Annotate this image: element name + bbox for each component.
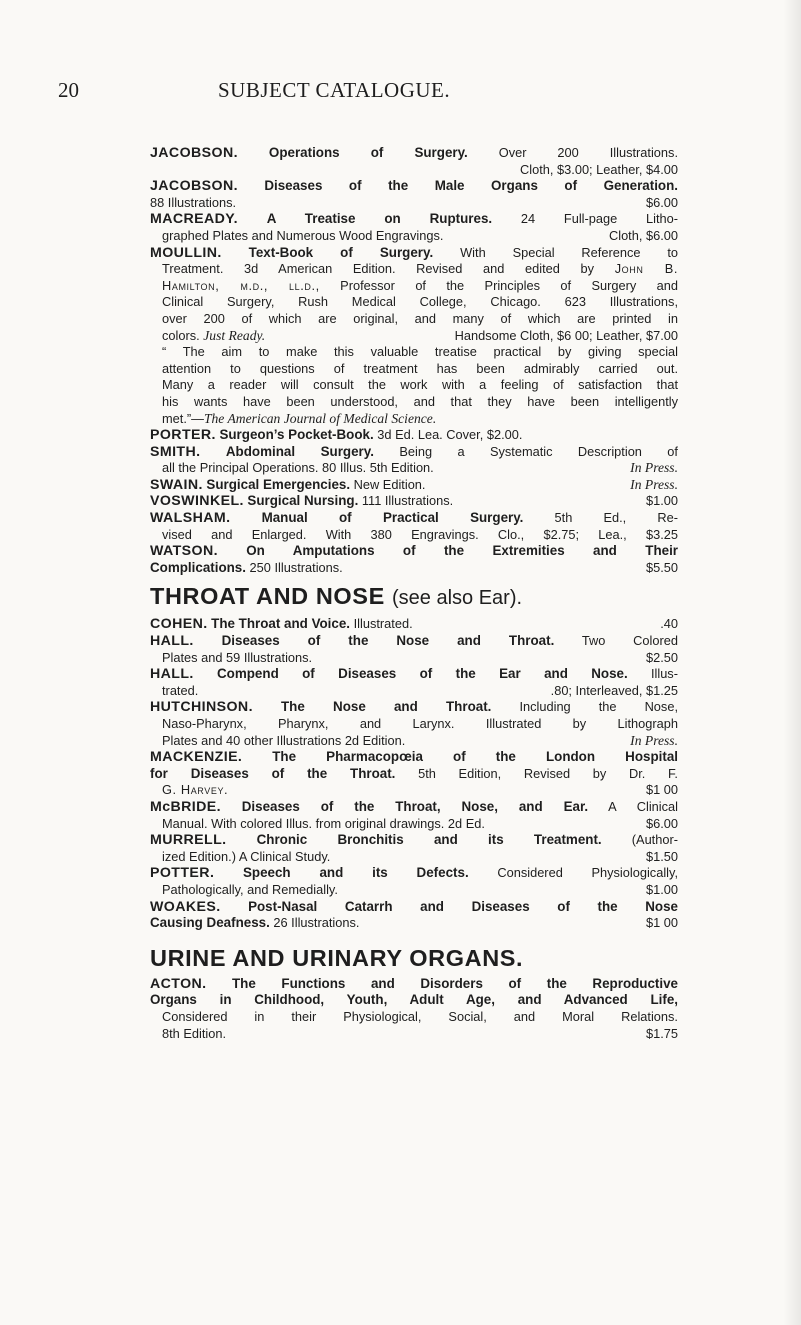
entry-text: colors. bbox=[162, 327, 200, 343]
entry-price: $6.00 bbox=[645, 815, 678, 831]
catalogue-entry bbox=[150, 749, 678, 799]
entry-text: 111 Illustrations. bbox=[361, 493, 454, 509]
entry-title: Operations of Surgery. bbox=[268, 145, 468, 160]
catalogue-entry bbox=[150, 899, 678, 932]
entry-title: The Pharmacopœia of the London Hospital bbox=[272, 749, 678, 765]
entry-text: Clinical Surgery, Rush Medical College, Chicago. 623 Illustrations, bbox=[162, 294, 678, 310]
entry-text: 88 Illustrations. bbox=[150, 194, 237, 210]
entry-author: VOSWINKEL. bbox=[150, 493, 244, 510]
catalogue-entry bbox=[150, 616, 678, 633]
entry-text: 26 Illustrations. bbox=[273, 915, 360, 931]
review-quote: Many a reader will consult the work with a feeling of satisfaction that bbox=[162, 377, 678, 393]
catalogue-entry bbox=[150, 477, 678, 494]
entry-status: In Press. bbox=[630, 476, 678, 492]
entry-price: $1.00 bbox=[645, 493, 678, 509]
entry-text: trated. bbox=[162, 682, 199, 698]
entry-text: Treatment. 3d American Edition. Revised and edited by bbox=[162, 261, 595, 277]
entry-title: A Treatise on Ruptures. bbox=[266, 211, 493, 227]
entry-title: Compend of Diseases of the Ear and Nose. bbox=[217, 666, 628, 682]
entry-price: $2.50 bbox=[645, 649, 678, 665]
review-quote: his wants have been understood, and that they have been intelligently bbox=[162, 393, 678, 409]
entry-text: Plates and 59 Illustrations. bbox=[162, 649, 313, 665]
entry-title: Diseases of the Throat, Nose, and Ear. bbox=[241, 798, 589, 814]
entry-text: ized Edition.) A Clinical Study. bbox=[162, 848, 331, 864]
entry-title: Surgical Emergencies. bbox=[206, 476, 351, 492]
catalogue-entry bbox=[150, 211, 678, 244]
entry-title: Diseases of the Nose and Throat. bbox=[221, 633, 555, 649]
entry-text: Manual. With colored Illus. from original drawings. 2d Ed. bbox=[162, 815, 485, 831]
entry-text: A Clinical bbox=[608, 798, 678, 814]
section-title: URINE AND URINARY ORGANS. bbox=[150, 944, 524, 971]
entry-price: $1.50 bbox=[645, 848, 678, 864]
entry-status: Just Ready. bbox=[203, 327, 266, 343]
entry-title: Text-Book of Surgery. bbox=[248, 244, 434, 260]
entry-text: New Edition. bbox=[353, 476, 426, 492]
entry-author: MURRELL. bbox=[150, 832, 227, 849]
entry-text: With Special Reference to bbox=[460, 244, 679, 260]
entry-author: McBRIDE. bbox=[150, 798, 221, 815]
entry-text: 250 Illustrations. bbox=[249, 559, 343, 575]
review-quote: attention to questions of treatment has been admirably carried out. bbox=[162, 360, 678, 376]
entry-author: SMITH. bbox=[150, 443, 201, 460]
catalogue-entry bbox=[150, 245, 678, 428]
review-quote: “ The aim to make this valuable treatise practical by giving special bbox=[162, 344, 678, 360]
entry-author: PORTER. bbox=[150, 427, 216, 444]
entry-author: WOAKES. bbox=[150, 898, 221, 915]
entry-author: MACREADY. bbox=[150, 211, 238, 228]
entry-title: Surgeon’s Pocket-Book. bbox=[219, 427, 374, 443]
entry-title: Surgical Nursing. bbox=[247, 493, 359, 509]
entry-author: JACOBSON. bbox=[150, 145, 238, 161]
entry-title: The Throat and Voice. bbox=[211, 616, 351, 632]
entry-editor: Hamilton, m.d., ll.d., bbox=[162, 277, 320, 293]
entry-price: .40 bbox=[660, 616, 678, 632]
page-edge-shadow bbox=[783, 0, 801, 1325]
entry-author: ACTON. bbox=[150, 975, 207, 992]
entry-price: $1 00 bbox=[645, 915, 678, 931]
entry-title: Post-Nasal Catarrh and Diseases of the Nose bbox=[248, 898, 678, 914]
entry-text: Two Colored bbox=[581, 633, 678, 649]
catalogue-entry bbox=[150, 699, 678, 749]
entry-title: Organs in Childhood, Youth, Adult Age, and Advanced Life, bbox=[150, 992, 678, 1008]
entry-text: Illustrated. bbox=[353, 616, 413, 632]
entry-text: Considered in their Physiological, Social, and Moral Relations. bbox=[162, 1008, 678, 1024]
entry-editor: G. Harvey. bbox=[162, 782, 229, 798]
catalogue-entry bbox=[150, 976, 678, 1042]
entry-title: Speech and its Defects. bbox=[242, 865, 469, 881]
entry-author: HUTCHINSON. bbox=[150, 699, 253, 716]
entry-title: Chronic Bronchitis and its Treatment. bbox=[256, 832, 602, 848]
entry-price: $5.50 bbox=[645, 559, 678, 575]
entry-title: On Amputations of the Extremities and Their bbox=[246, 543, 679, 559]
catalogue-entry bbox=[150, 633, 678, 666]
entry-author: WATSON. bbox=[150, 543, 218, 560]
page-header bbox=[58, 78, 678, 108]
entry-title: Manual of Practical Surgery. bbox=[261, 510, 524, 526]
entry-title: Complications. bbox=[150, 559, 246, 575]
entry-text: 24 Full-page Litho- bbox=[520, 211, 678, 227]
entry-title: for Diseases of the Throat. bbox=[150, 765, 396, 781]
entry-text: Illus- bbox=[650, 666, 678, 682]
entry-status: In Press. bbox=[630, 732, 678, 748]
entry-author: POTTER. bbox=[150, 865, 215, 882]
catalogue-content bbox=[150, 145, 678, 1042]
entry-title: The Functions and Disorders of the Reproductive bbox=[231, 975, 679, 991]
entry-text: Being a Systematic Description of bbox=[399, 443, 678, 459]
catalogue-entry bbox=[150, 543, 678, 576]
catalogue-entry bbox=[150, 510, 678, 543]
catalogue-entry bbox=[150, 865, 678, 898]
entry-text: over 200 of which are original, and many of which are printed in bbox=[162, 310, 678, 326]
entry-author: MOULLIN. bbox=[150, 244, 222, 261]
review-quote: met.”— bbox=[162, 410, 204, 426]
entry-price: Handsome Cloth, $6 00; Leather, $7.00 bbox=[454, 327, 678, 343]
entry-text: Professor of the Principles of Surgery and bbox=[340, 277, 678, 293]
entry-text: Naso-Pharynx, Pharynx, and Larynx. Illustrated by Lithograph bbox=[162, 716, 678, 731]
catalogue-entry bbox=[150, 427, 678, 444]
entry-title: Abdominal Surgery. bbox=[225, 443, 374, 459]
entry-text: Over 200 Illustrations. bbox=[498, 145, 678, 160]
running-title: SUBJECT CATALOGUE. bbox=[218, 78, 451, 102]
entry-title: The Nose and Throat. bbox=[281, 699, 492, 715]
entry-text: Plates and 40 other Illustrations 2d Edition. bbox=[162, 732, 406, 748]
entry-text: 5th Edition, Revised by Dr. F. bbox=[418, 765, 678, 781]
entry-price: $1.75 bbox=[645, 1025, 678, 1041]
page-number: 20 bbox=[58, 78, 79, 102]
entry-text: vised and Enlarged. With 380 Engravings. Clo., $2.75; Lea., $3.25 bbox=[162, 526, 678, 542]
catalogue-entry bbox=[150, 493, 678, 510]
entry-text: graphed Plates and Numerous Wood Engravings. bbox=[162, 227, 444, 243]
catalogue-entry bbox=[150, 178, 678, 211]
entry-text: 5th Ed., Re- bbox=[554, 510, 678, 526]
entry-text: Including the Nose, bbox=[519, 699, 678, 715]
entry-author: MACKENZIE. bbox=[150, 749, 243, 766]
section-heading-throat-nose bbox=[150, 582, 678, 612]
entry-author: SWAIN. bbox=[150, 476, 203, 493]
see-also-note: (see also Ear). bbox=[392, 587, 523, 610]
entry-author: HALL. bbox=[150, 666, 194, 683]
entry-author: JACOBSON. bbox=[150, 178, 238, 195]
section-heading-urine bbox=[150, 944, 678, 972]
entry-title: Diseases of the Male Organs of Generation. bbox=[264, 178, 678, 194]
entry-text: 8th Edition. bbox=[162, 1025, 227, 1041]
entry-price: $6.00 bbox=[645, 194, 678, 210]
entry-editor: John B. bbox=[614, 261, 679, 277]
catalogue-entry bbox=[150, 666, 678, 699]
entry-text: all the Principal Operations. 80 Illus. 5th Edition. bbox=[162, 460, 434, 476]
entry-price: $1.00 bbox=[645, 881, 678, 897]
entry-text: Considered Physiologically, bbox=[497, 865, 679, 881]
entry-author: COHEN. bbox=[150, 616, 208, 633]
entry-author: WALSHAM. bbox=[150, 510, 231, 527]
entry-text: (Author- bbox=[631, 832, 678, 848]
catalogue-entry bbox=[150, 145, 678, 178]
review-source: The American Journal of Medical Science. bbox=[203, 410, 437, 426]
entry-price: $1 00 bbox=[645, 782, 678, 798]
entry-status: In Press. bbox=[630, 460, 678, 476]
entry-text: Pathologically, and Remedially. bbox=[162, 881, 338, 897]
entry-author: HALL. bbox=[150, 633, 194, 650]
catalogue-entry bbox=[150, 799, 678, 832]
entry-title: Causing Deafness. bbox=[150, 915, 270, 931]
section-title: THROAT AND NOSE bbox=[150, 583, 385, 610]
entry-price: Cloth, $6.00 bbox=[608, 227, 678, 243]
entry-price: Cloth, $3.00; Leather, $4.00 bbox=[520, 161, 678, 177]
entry-price: .80; Interleaved, $1.25 bbox=[550, 682, 678, 698]
entry-text: 3d Ed. Lea. Cover, $2.00. bbox=[377, 427, 523, 443]
catalogue-entry bbox=[150, 444, 678, 477]
catalogue-entry bbox=[150, 832, 678, 865]
